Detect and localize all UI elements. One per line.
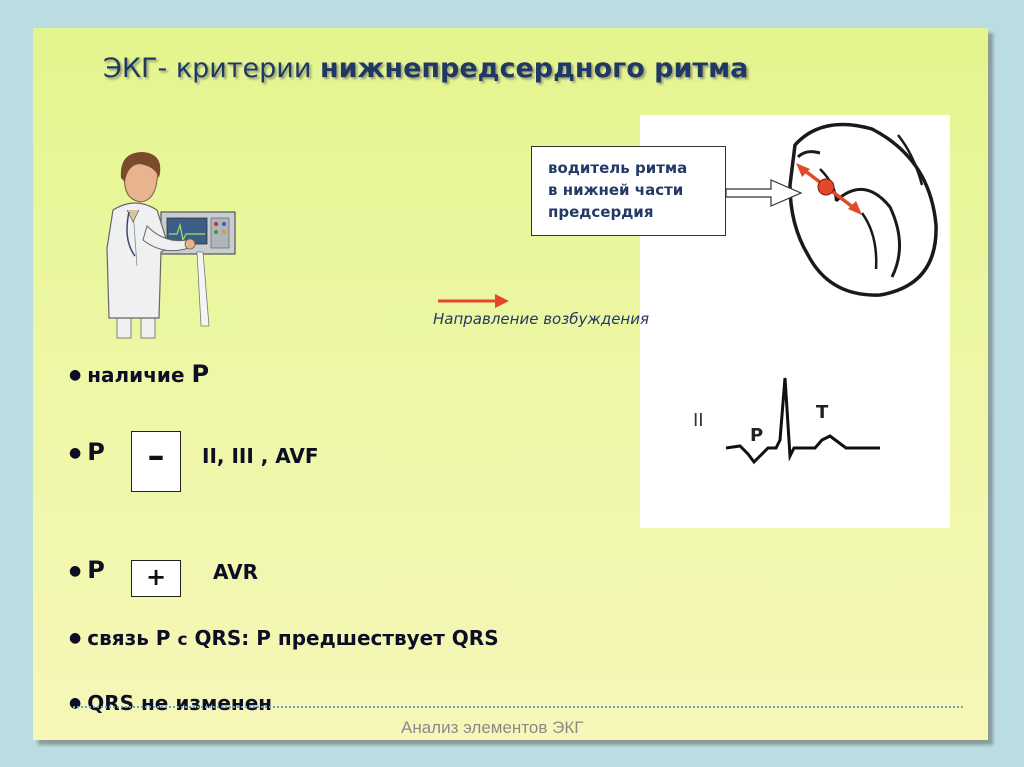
ecg-p-label: P <box>750 425 764 446</box>
ecg-t-label: T <box>816 402 829 423</box>
positive-sign-box: + <box>131 560 181 597</box>
ecg-waveform <box>726 378 880 462</box>
criterion-relation: ● связь P с QRS: P предшествует QRS <box>69 626 499 650</box>
criterion-negative: ● P <box>69 438 105 466</box>
direction-label: Направление возбуждения <box>433 310 650 328</box>
pacemaker-text-line: водитель ритма <box>548 159 688 177</box>
pacemaker-text-line: предсердия <box>548 203 654 221</box>
slide <box>33 28 988 740</box>
footer-text: Анализ элементов ЭКГ <box>401 718 584 737</box>
pacemaker-text-line: в нижней части <box>548 181 684 199</box>
callout-pointer-arrow-icon <box>726 180 801 206</box>
slide-title: ЭКГ- критерии нижнепредсердного ритма <box>103 53 749 84</box>
criterion-positive: ● P <box>69 556 105 584</box>
criterion-presence: ● наличие P <box>69 360 210 388</box>
ecg-panel <box>640 328 950 528</box>
negative-leads: II, III , AVF <box>202 444 319 468</box>
criterion-qrs: ● QRS не изменен <box>69 691 273 715</box>
positive-leads: AVR <box>213 560 258 584</box>
ecg-trace <box>640 328 950 528</box>
direction-arrowhead-icon <box>495 294 509 308</box>
ecg-lead-label: II <box>693 410 704 431</box>
negative-sign-box: – <box>131 431 181 492</box>
footer-divider <box>73 706 963 708</box>
